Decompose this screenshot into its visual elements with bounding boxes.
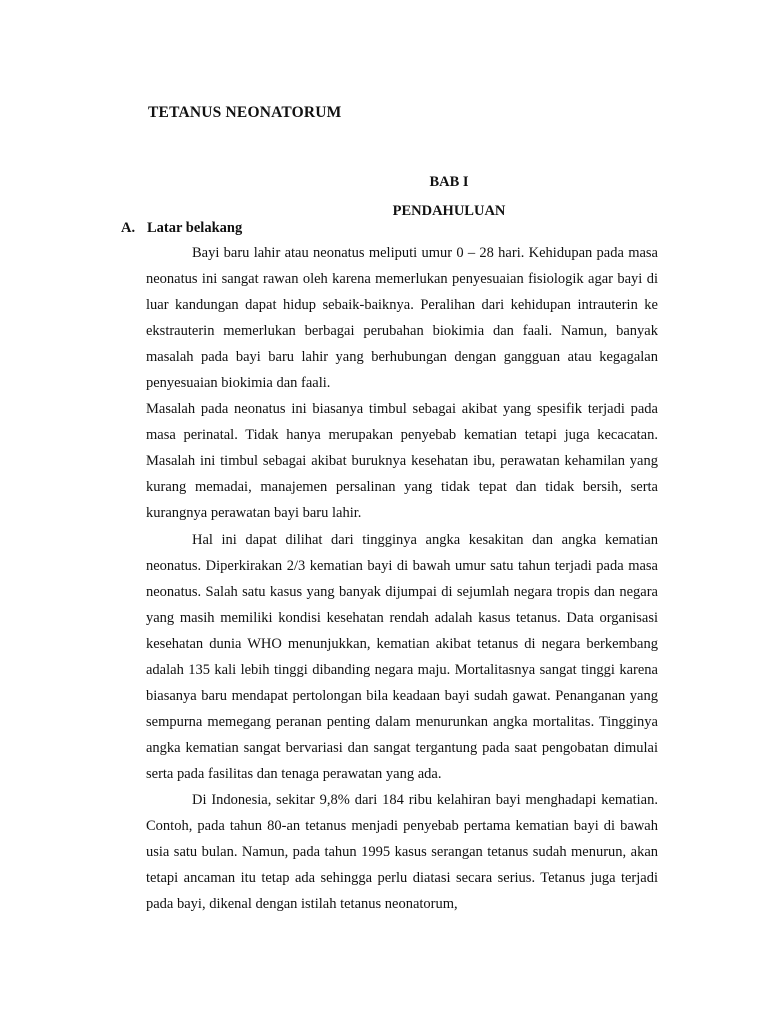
chapter-name: PENDAHULUAN xyxy=(392,203,506,219)
paragraph: Hal ini dapat dilihat dari tingginya angka kesakitan dan angka kematian neonatus. Diperkirakan 2/3 kematian bayi di bawah umur satu tahun terjadi pada masa neonatus. Salah satu kasus yang banyak dijumpai di sejumlah negara tropis dan negara yang masih memiliki kondisi kesehatan rendah adalah kasus tetanus. Data organisasi kesehatan dunia WHO menunjukkan, kematian akibat tetanus di negara berkembang adalah 135 kali lebih tinggi dibanding negara maju. Mortalitasnya sangat tinggi karena biasanya baru mendapat pertolongan bila keadaan bayi sudah gawat. Penanganan yang sempurna memegang peranan penting dalam menurunkan angka mortalitas. Tingginya angka kematian sangat bervariasi dan sangat tergantung pada saat pengobatan dimulai serta pada fasilitas dan tenaga perawatan yang ada. xyxy=(146,531,658,782)
section-letter: A. xyxy=(121,220,136,236)
paragraph: Bayi baru lahir atau neonatus meliputi umur 0 – 28 hari. Kehidupan pada masa neonatus ini sangat rawan oleh karena memerlukan penyesuaian fisiologik agar bayi di luar kandungan dapat hidup sebaik-baiknya. Peralihan dari kehidupan intrauterin ke ekstrauterin memerlukan berbagai perubahan biokimia dan faali. Namun, banyak masalah pada bayi baru lahir yang berhubungan dengan gangguan atau kegagalan penyesuaian biokimia dan faali. xyxy=(146,245,658,392)
section-heading xyxy=(121,217,242,239)
section-title: Latar belakang xyxy=(147,220,243,236)
paragraph: Di Indonesia, sekitar 9,8% dari 184 ribu kelahiran bayi menghadapi kematian. Contoh, pada tahun 80-an tetanus menjadi penyebab pertama kematian bayi di bawah usia satu bulan. Namun, pada tahun 1995 kasus serangan tetanus sudah menurun, akan tetapi ancaman itu tetap ada sehingga perlu diatasi secara serius. Tetanus juga terjadi pada bayi, dikenal dengan istilah tetanus neonatorum, xyxy=(146,791,658,913)
body-text xyxy=(146,240,658,917)
document-title: TETANUS NEONATORUM xyxy=(148,104,342,121)
chapter-number: BAB I xyxy=(429,174,469,190)
paragraph: Masalah pada neonatus ini biasanya timbul sebagai akibat yang spesifik terjadi pada masa perinatal. Tidak hanya merupakan penyebab kematian tetapi juga kecacatan. Masalah ini timbul sebagai akibat buruknya kesehatan ibu, perawatan kehamilan yang kurang memadai, manajemen persalinan yang tidak tepat dan tidak bersih, serta kurangnya perawatan bayi baru lahir. xyxy=(146,401,658,522)
